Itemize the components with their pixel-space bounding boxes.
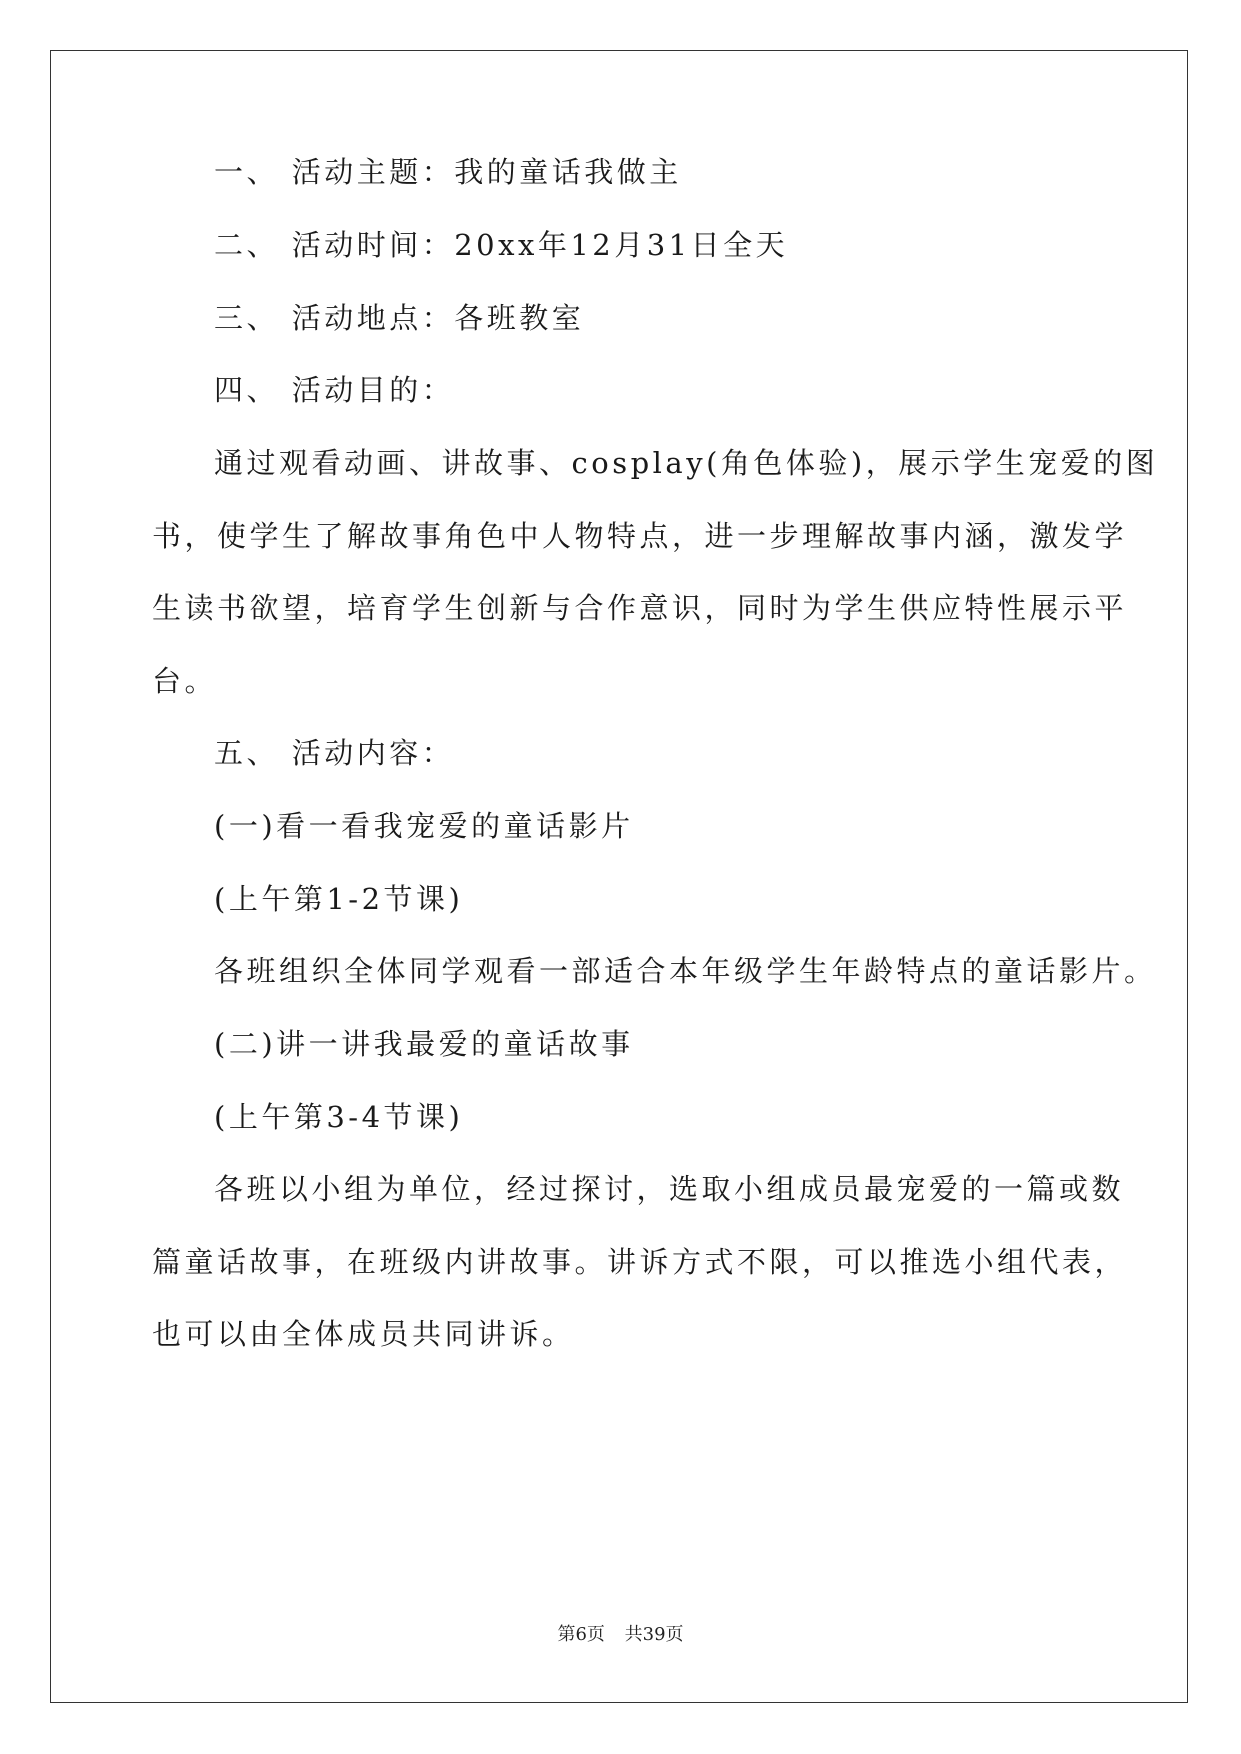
page-border bbox=[50, 50, 1188, 1703]
page-footer bbox=[0, 1620, 1241, 1646]
subheading-tell-story: (二)讲一讲我最爱的童话故事 bbox=[214, 1027, 634, 1061]
paragraph-line: 通过观看动画、讲故事、cosplay(角色体验)，展示学生宠爱的图 bbox=[214, 446, 1159, 480]
heading-content: 五、 活动内容： bbox=[214, 736, 455, 770]
schedule-note: (上午第3-4节课) bbox=[214, 1100, 464, 1134]
paragraph-line: 书，使学生了解故事角色中人物特点，进一步理解故事内涵，激发学 bbox=[152, 519, 1128, 553]
heading-location: 三、 活动地点：各班教室 bbox=[214, 301, 585, 335]
paragraph-line: 也可以由全体成员共同讲诉。 bbox=[152, 1317, 575, 1351]
paragraph-line: 篇童话故事，在班级内讲故事。讲诉方式不限，可以推选小组代表， bbox=[152, 1245, 1128, 1279]
heading-time: 二、 活动时间：20xx年12月31日全天 bbox=[214, 228, 789, 262]
paragraph-line: 台。 bbox=[152, 664, 218, 698]
paragraph-line: 各班组织全体同学观看一部适合本年级学生年龄特点的童话影片。 bbox=[214, 954, 1157, 988]
page-number: 第6页 bbox=[557, 1624, 605, 1645]
paragraph-line: 生读书欲望，培育学生创新与合作意识，同时为学生供应特性展示平 bbox=[152, 591, 1128, 625]
page-total: 共39页 bbox=[624, 1624, 684, 1645]
paragraph-line: 各班以小组为单位，经过探讨，选取小组成员最宠爱的一篇或数 bbox=[214, 1172, 1125, 1206]
heading-purpose: 四、 活动目的： bbox=[214, 373, 455, 407]
schedule-note: (上午第1-2节课) bbox=[214, 882, 464, 916]
subheading-watch-film: (一)看一看我宠爱的童话影片 bbox=[214, 809, 634, 843]
heading-theme: 一、 活动主题：我的童话我做主 bbox=[214, 155, 682, 189]
